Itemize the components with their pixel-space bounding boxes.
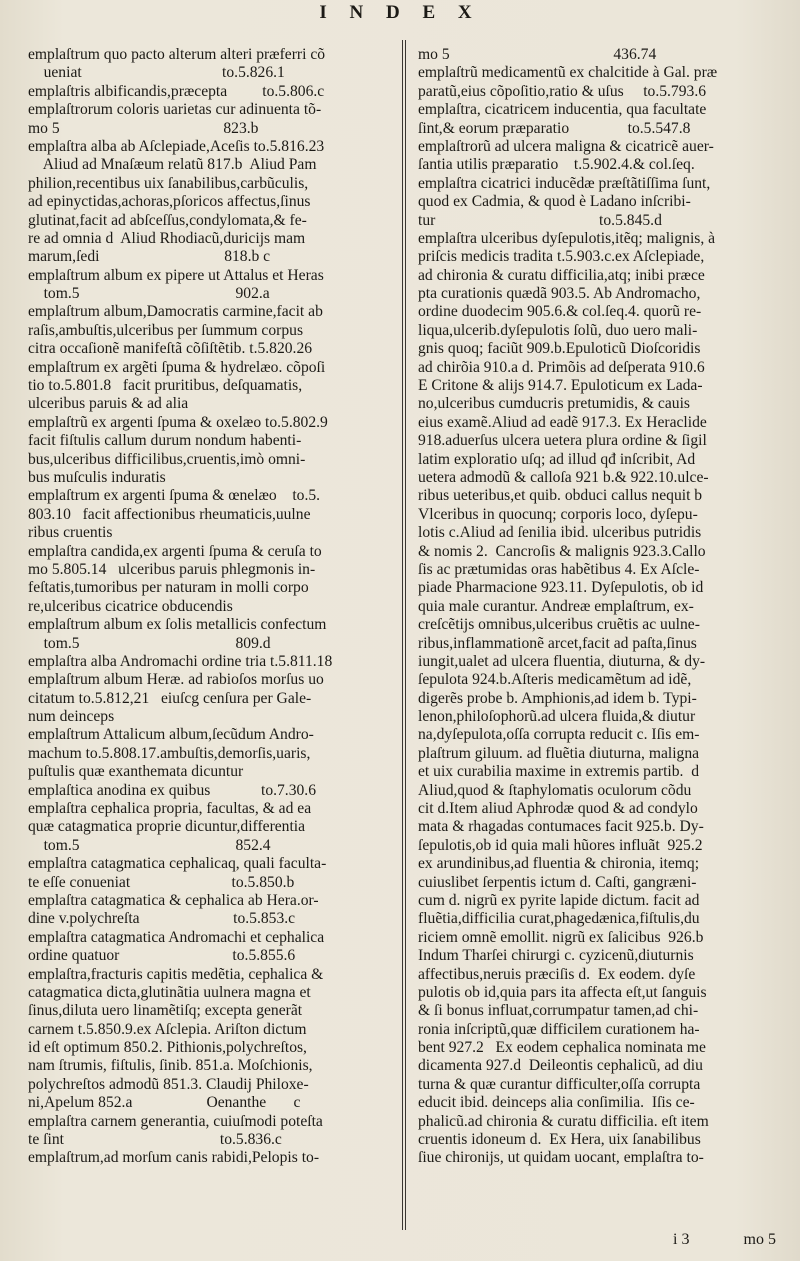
index-line: emplaſtrum album Heræ. ad rabioſos morſus uo xyxy=(28,671,324,689)
index-line: eius examẽ.Aliud ad eadẽ 917.3. Ex Heraclide xyxy=(418,413,707,431)
index-line: ronia inſcriptũ,quæ difficilem curationem ha- xyxy=(418,1020,700,1038)
index-line: pta curationis quædã 903.5. Ab Andromacho, xyxy=(418,285,701,303)
index-line: id eſt optimum 850.2. Pithionis,polychreſtos, xyxy=(28,1039,307,1057)
index-line: & ſi bonus influat,corrumpatur tamen,ad chi- xyxy=(418,1002,699,1020)
index-line: philion,recentibus uix ſanabilibus,carbũculis, xyxy=(28,174,309,192)
index-line: glutinat,facit ad abſceſſus,condylomata,& fe- xyxy=(28,211,307,229)
index-line: emplaſtra cephalica propria, facultas, & ad ea xyxy=(28,800,312,818)
index-line: ſantia utilis præparatio t.5.902.4.& col.ſeq. xyxy=(418,156,695,174)
index-line: cruentis idoneum d. Ex Hera, uix ſanabilibus xyxy=(418,1131,701,1149)
index-line: Aliud,quod & ſtaphylomatis oculorum cõdu xyxy=(418,781,692,799)
index-line: emplaſtra candida,ex argenti ſpuma & ceruſa to xyxy=(28,542,322,560)
index-line: ſinus,diluta uero linamẽtiſq; excepta generãt xyxy=(28,1002,303,1020)
index-line: ad chironia & curatu difficilia,atq; inibi præce xyxy=(418,266,705,284)
index-line: lenon,philoſophorũ.ad ulcera fluida,& diutur xyxy=(418,708,696,726)
index-line: carnem t.5.850.9.ex Aſclepia. Ariſton dictum xyxy=(28,1020,307,1038)
index-line: emplaſtra catagmatica Andromachi et cephalica xyxy=(28,928,325,946)
index-line: emplaſtrorum coloris uarietas cur adinuenta tõ- xyxy=(28,101,322,119)
index-line: ueniat to.5.826.1 xyxy=(28,64,285,82)
index-line: ordine quatuor to.5.855.6 xyxy=(28,947,296,965)
index-line: iungit,ualet ad ulcera fluentia, diuturna, & dy- xyxy=(418,652,706,670)
index-line: ſiue chironijs, ut quidam uocant, emplaſtra to- xyxy=(418,1149,704,1167)
index-line: turna & quæ curantur difficulter,oſſa corrupta xyxy=(418,1075,701,1093)
right-column xyxy=(418,46,776,1168)
index-line: emplaſtra cicatrici inducẽdæ præſtãtiſſima ſunt, xyxy=(418,174,711,192)
index-line: ad chirõia 910.a d. Primõis ad deſperata 910.6 xyxy=(418,358,705,376)
index-line: emplaſtrum quo pacto alterum alteri præferri cõ xyxy=(28,46,326,63)
index-line: plaſtrum giluum. ad fluẽtia diuturna, maligna xyxy=(418,744,700,762)
index-line: & nomis 2. Cancroſis & malignis 923.3.Callo xyxy=(418,542,706,560)
index-line: bus muſculis induratis xyxy=(28,468,166,486)
index-line: re ad omnia d Aliud Rhodiacũ,duricijs mam xyxy=(28,229,306,247)
index-line: ordine duodecim 905.6.& col.ſeq.4. quorũ re- xyxy=(418,303,702,321)
index-line: emplaſtra catagmatica cephalicaq, quali faculta- xyxy=(28,855,327,873)
column-divider xyxy=(405,40,406,1230)
index-line: mata & rhagadas contumaces facit 925.b. Dy- xyxy=(418,818,704,836)
index-line: bent 927.2 Ex eodem cephalica nominata me xyxy=(418,1039,706,1057)
index-line: latim exploratio uſq; ad illud qđ inſcribit, Ad xyxy=(418,450,696,468)
index-line: tur to.5.845.d xyxy=(418,211,662,229)
index-line: ribus ueteribus,et quib. obduci callus nequit b xyxy=(418,487,703,505)
index-line: citra occaſionẽ manifeſtã cõſiſtẽtib. t.5.820.26 xyxy=(28,340,313,358)
index-line: piade Pharmacione 923.11. Dyſepulotis, ob id xyxy=(418,579,704,597)
index-line: emplaſtra, cicatricem inducentia, qua facultate xyxy=(418,101,707,119)
index-line: citatum to.5.812,21 eiuſcg cenſura per Gale- xyxy=(28,689,312,707)
index-line: quod ex Cadmia, & quod è Ladano inſcribi- xyxy=(418,193,691,211)
index-line: ſepulotis,ob id quia mali hũores influãt 925.2 xyxy=(418,836,703,854)
index-line: ex arundinibus,ad fluentia & chironia, itemq; xyxy=(418,855,700,873)
index-line: emplaſtica anodina ex quibus to.7.30.6 xyxy=(28,781,316,799)
index-line: emplaſtrum album ex pipere ut Attalus et Heras xyxy=(28,266,324,284)
index-line: gnis quoq; faciũt 909.b.Epuloticũ Dioſcoridis xyxy=(418,340,701,358)
index-line: riciem omnẽ emollit. nigrũ ex ſalicibus 926.b xyxy=(418,928,704,946)
index-line: marum,ſedi 818.b c xyxy=(28,248,271,266)
index-line: emplaſtra ulceribus dyſepulotis,itẽq; malignis, à xyxy=(418,229,716,247)
index-line: ribus cruentis xyxy=(28,524,113,542)
index-line: na,dyſepulota,oſſa corrupta reducit c. Iſis em- xyxy=(418,726,700,744)
index-line: tom.5 809.d xyxy=(28,634,271,652)
index-line: ſint,& eorum præparatio to.5.547.8 xyxy=(418,119,691,137)
index-line: dine v.polychreſta to.5.853.c xyxy=(28,910,296,928)
index-line: dicamenta 927.d Deileontis cephalicũ, ad diu xyxy=(418,1057,703,1075)
index-line: et uix curabilia maxime in extremis partib. d xyxy=(418,763,700,781)
index-line: facit fiſtulis callum durum nondum habenti- xyxy=(28,432,302,450)
index-line: Indum Tharſei chirurgi c. cyzicenũ,diuturnis xyxy=(418,947,694,965)
index-line: ulceribus paruis & ad alia xyxy=(28,395,189,413)
index-line: quæ catagmatica proprie dicuntur,differentia xyxy=(28,818,306,836)
index-line: phalicũ.ad chironia & curatu difficilia. eſt item xyxy=(418,1112,709,1130)
index-line: affectibus,neruis præciſis d. Ex eodem. dyſe xyxy=(418,965,696,983)
left-column xyxy=(28,46,390,1168)
index-line: fluẽtia,difficilia curat,phagedænica,fiſtulis,du xyxy=(418,910,700,928)
index-line: polychreſtos admodũ 851.3. Claudij Philoxe- xyxy=(28,1075,309,1093)
page-footer xyxy=(418,1231,776,1253)
index-line: Aliud ad Mnaſæum relatũ 817.b Aliud Pam xyxy=(28,156,317,174)
index-line: liqua,ulcerib.dyſepulotis ſolũ, duo uero mali- xyxy=(418,321,698,339)
index-line: mo 5.805.14 ulceribus paruis phlegmonis in- xyxy=(28,560,316,578)
index-line: ad epinyctidas,achoras,pſoricos affectus,ſinus xyxy=(28,193,311,211)
index-line: emplaſtrum Attalicum album,ſecũdum Andro- xyxy=(28,726,314,744)
index-line: cum d. nigrũ ex pyrite lapide dictum. facit ad xyxy=(418,891,700,909)
index-line: lotis c.Aliud ad ſenilia ibid. ulceribus putridis xyxy=(418,524,702,542)
index-line: ni,Apelum 852.a Oenanthe c xyxy=(28,1094,301,1112)
index-line: te eſſe conueniat to.5.850.b xyxy=(28,873,295,891)
index-line: tio to.5.801.8 facit pruritibus, deſquamatis, xyxy=(28,377,303,395)
index-line: re,ulceribus cicatrice obducendis xyxy=(28,597,233,615)
index-line: raſis,ambuſtis,ulceribus per ſummum corpus xyxy=(28,321,304,339)
index-line: educit ibid. deinceps alia conſimilia. Iſis ce- xyxy=(418,1094,695,1112)
index-line: no,ulceribus cumducris pretumidis, & cauis xyxy=(418,395,690,413)
signature-mark: i 3 xyxy=(673,1231,690,1248)
index-line: digerẽs probe b. Amphionis,ad idem b. Typi- xyxy=(418,689,697,707)
index-line: paratũ,eius cõpoſitio,ratio & uſus to.5.793.6 xyxy=(418,82,707,100)
index-line: emplaſtra alba Andromachi ordine tria t.5.811.18 xyxy=(28,652,333,670)
index-line: uetera admodũ & calloſa 921 b.& 922.10.ulce- xyxy=(418,468,709,486)
index-line: mo 5 823.b xyxy=(28,119,259,137)
index-line: priſcis medicis tradita t.5.903.c.ex Aſclepiade, xyxy=(418,248,705,266)
index-title: I N D E X xyxy=(319,2,481,23)
index-line: ſepulota 924.b.Aſteris medicamẽtum ad idẽ, xyxy=(418,671,692,689)
index-line: tom.5 852.4 xyxy=(28,836,271,854)
index-line: E Critone & alijs 914.7. Epuloticum ex Lada- xyxy=(418,377,703,395)
index-line: emplaſtra carnem generantia, cuiuſmodi poteſta xyxy=(28,1112,323,1130)
index-line: emplaſtrum ex argenti ſpuma & œnelæo to.5. xyxy=(28,487,321,505)
index-line: emplaſtra catagmatica & cephalica ab Hera.or- xyxy=(28,891,319,909)
index-line: emplaſtris albificandis,præcepta to.5.806.c xyxy=(28,82,325,100)
index-line: pulotis ob id,quia pars ita affecta eſt,ut ſanguis xyxy=(418,983,707,1001)
index-line: emplaſtrũ medicamentũ ex chalcitide à Gal. præ xyxy=(418,64,718,82)
index-line: quia male curantur. Andreæ emplaſtrum, ex- xyxy=(418,597,694,615)
index-line: nam ſtrumis, fiſtulis, ſinib. 851.a. Moſchionis, xyxy=(28,1057,313,1075)
index-line: emplaſtrum ex argẽti ſpuma & hydrelæo. cõpoſi xyxy=(28,358,326,376)
index-line: cit d.Item aliud Aphrodæ quod & ad condylo xyxy=(418,800,698,818)
catchword: mo 5 xyxy=(743,1231,776,1248)
page-header xyxy=(0,0,800,22)
index-line: machum to.5.808.17.ambuſtis,demorſis,uaris, xyxy=(28,744,311,762)
index-line: feſtatis,tumoribus per naturam in molli corpo xyxy=(28,579,309,597)
index-line: cuiuslibet ſerpentis ictum d. Caſti, gangræni- xyxy=(418,873,697,891)
index-line: mo 5 436.74 xyxy=(418,46,657,63)
index-line: puſtulis quæ exanthemata dicuntur xyxy=(28,763,244,781)
index-line: emplaſtrũ ex argenti ſpuma & oxelæo to.5.802.9 xyxy=(28,413,328,431)
index-line: emplaſtrum album ex ſolis metallicis confectum xyxy=(28,616,327,634)
index-line: ſis ac prætumidas oras habẽtibus 4. Ex Aſcle- xyxy=(418,560,700,578)
index-line: emplaſtrum album,Damocratis carmine,facit ab xyxy=(28,303,323,321)
index-line: creſcẽtijs omnibus,ulceribus cruẽtis ac uulne- xyxy=(418,616,700,634)
column-divider xyxy=(402,40,403,1230)
index-line: bus,ulceribus difficilibus,cruentis,imò omni- xyxy=(28,450,306,468)
index-line: emplaſtra,fracturis capitis medẽtia, cephalica & xyxy=(28,965,324,983)
index-line: Vlceribus in quocunq; corporis loco, dyſepu- xyxy=(418,505,698,523)
index-line: tom.5 902.a xyxy=(28,285,270,303)
index-line: te ſint to.5.836.c xyxy=(28,1131,282,1149)
index-line: emplaſtrum,ad morſum canis rabidi,Pelopis to- xyxy=(28,1149,320,1167)
index-line: catagmatica dicta,glutinãtia uulnera magna et xyxy=(28,983,311,1001)
index-line: ribus,inflammationẽ arcet,facit ad paſta,ſinus xyxy=(418,634,697,652)
index-line: num deinceps xyxy=(28,708,115,726)
index-line: emplaſtra alba ab Aſclepiade,Aceſis to.5.816.23 xyxy=(28,137,325,155)
index-line: emplaſtrorũ ad ulcera maligna & cicatricẽ auer- xyxy=(418,137,714,155)
index-line: 803.10 facit affectionibus rheumaticis,uulne xyxy=(28,505,311,523)
index-line: 918.aduerſus ulcera uetera plura ordine & ſigil xyxy=(418,432,707,450)
